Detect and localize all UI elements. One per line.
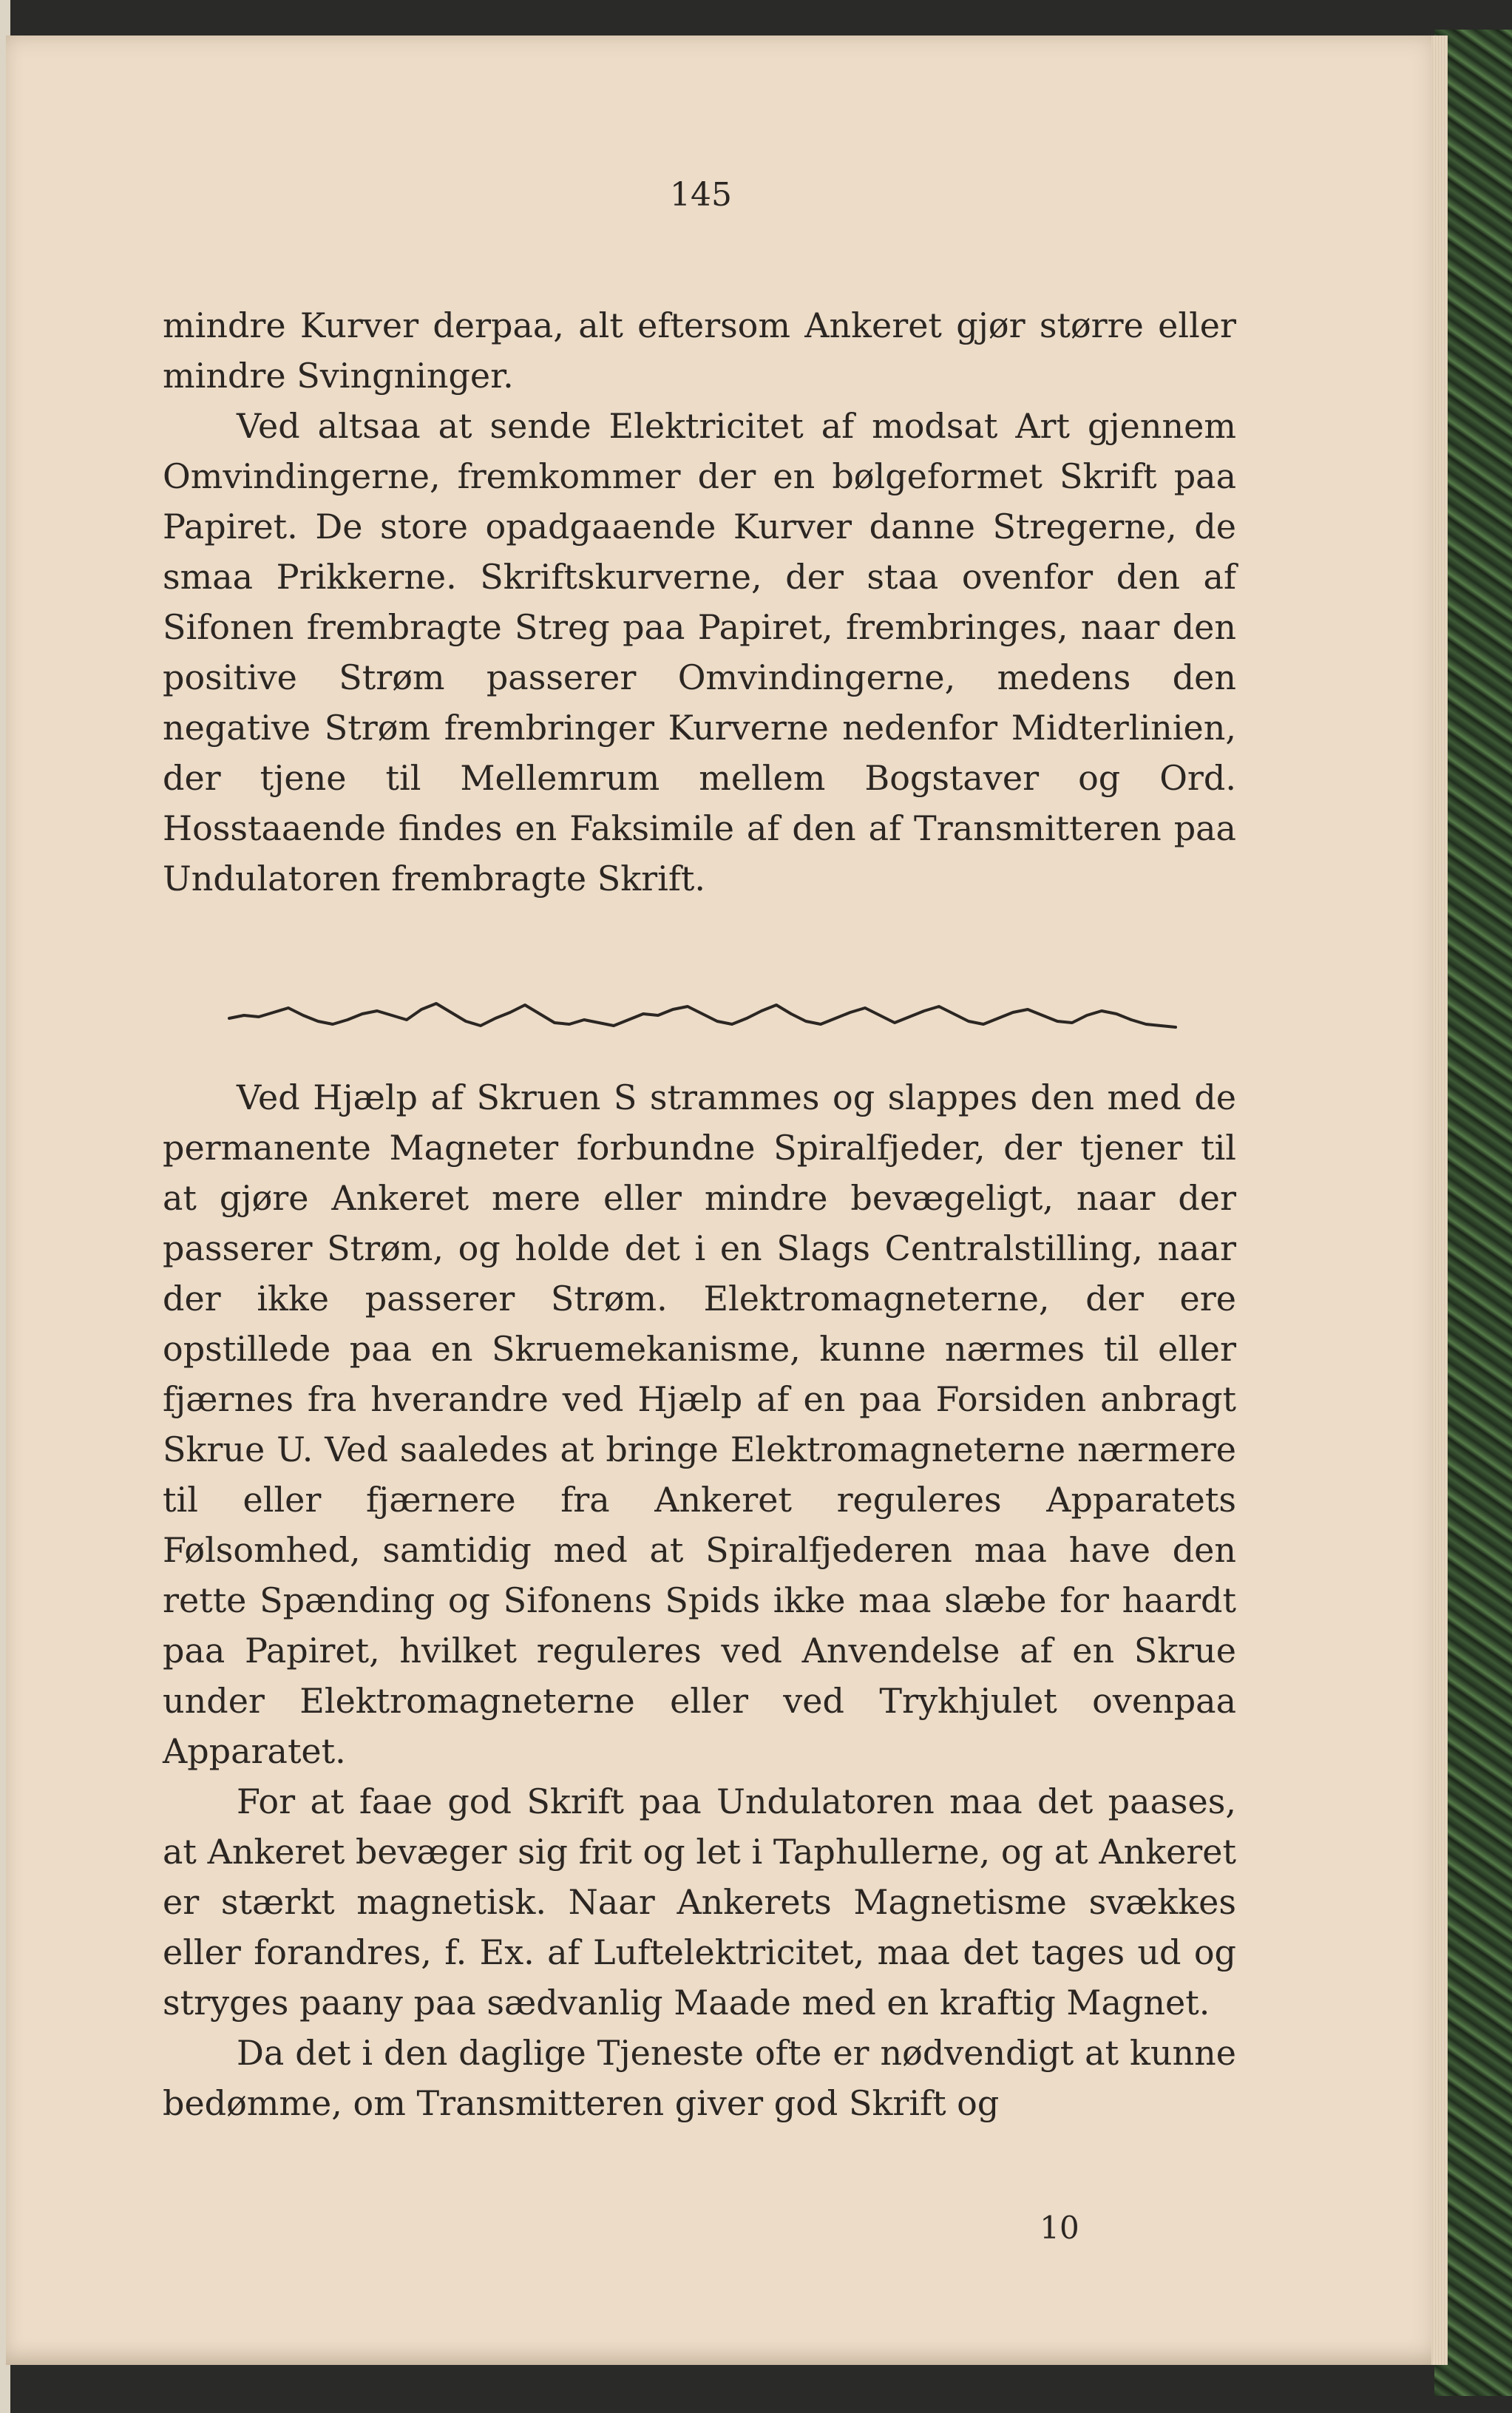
paragraph-good-writing: For at faae god Skrift paa Undulatoren maa det paases, at Ankeret bevæger sig frit og let i Taphullerne, og at Ankeret er stærkt magnetisk. Naar Ankerets Magnetisme svækkes eller forandres, f. Ex. af Luftelektricitet, maa det tages ud og stryges paany paa sædvanlig Maade med en kraftig Magnet. bbox=[163, 1781, 1236, 2023]
facsimile-wave-line bbox=[229, 1004, 1176, 1027]
paragraph-undulator-writing: Ved altsaa at sende Elektricitet af modsat Art gjennem Omvindingerne, fremkommer der en bølgeformet Skrift paa Papiret. De store opadgaaende Kurver danne Stregerne, de smaa Prikkerne. Skriftskurverne, der staa ovenfor den af Sifonen frembragte Streg paa Papiret, frembringes, naar den positive Strøm passerer Omvindingerne, medens den negative Strøm frembringer Kurverne nedenfor Midterlinien, der tjene til Mellemrum mellem Bogstaver og Ord. Hosstaaende findes en Faksimile af den af Transmitteren paa Undulatoren frembragte Skrift. bbox=[163, 406, 1236, 898]
text-block-top bbox=[163, 300, 1236, 904]
text-block-bottom bbox=[163, 1072, 1236, 2128]
paragraph-continuation: mindre Kurver derpaa, alt eftersom Ankeret gjør større eller mindre Svingninger. bbox=[163, 305, 1236, 396]
page-number: 145 bbox=[670, 176, 732, 214]
page-edge-stripes bbox=[1431, 35, 1448, 2365]
undulator-facsimile-figure bbox=[228, 993, 1178, 1038]
signature-mark: 10 bbox=[1040, 2210, 1079, 2246]
paragraph-spiral-spring: Ved Hjælp af Skruen S strammes og slappes den med de permanente Magneter forbundne Spiralfjeder, der tjener til at gjøre Ankeret mere eller mindre bevægeligt, naar der passerer Strøm, og holde det i en Slags Centralstilling, naar der ikke passerer Strøm. Elektromagneterne, der ere opstillede paa en Skruemekanisme, kunne nærmes til eller fjærnes fra hverandre ved Hjælp af en paa Forsiden anbragt Skrue U. Ved saaledes at bringe Elektromagneterne nærmere til eller fjærnere fra Ankeret reguleres Apparatets Følsomhed, samtidig med at Spiralfjederen maa have den rette Spænding og Sifonens Spids ikke maa slæbe for haardt paa Papiret, hvilket reguleres ved Anvendelse af en Skrue under Elektromagneterne eller ved Trykhjulet ovenpaa Apparatet. bbox=[163, 1077, 1236, 1771]
paragraph-daily-service: Da det i den daglige Tjeneste ofte er nødvendigt at kunne bedømme, om Transmitteren giver god Skrift og bbox=[163, 2033, 1236, 2123]
book-page bbox=[6, 35, 1448, 2365]
